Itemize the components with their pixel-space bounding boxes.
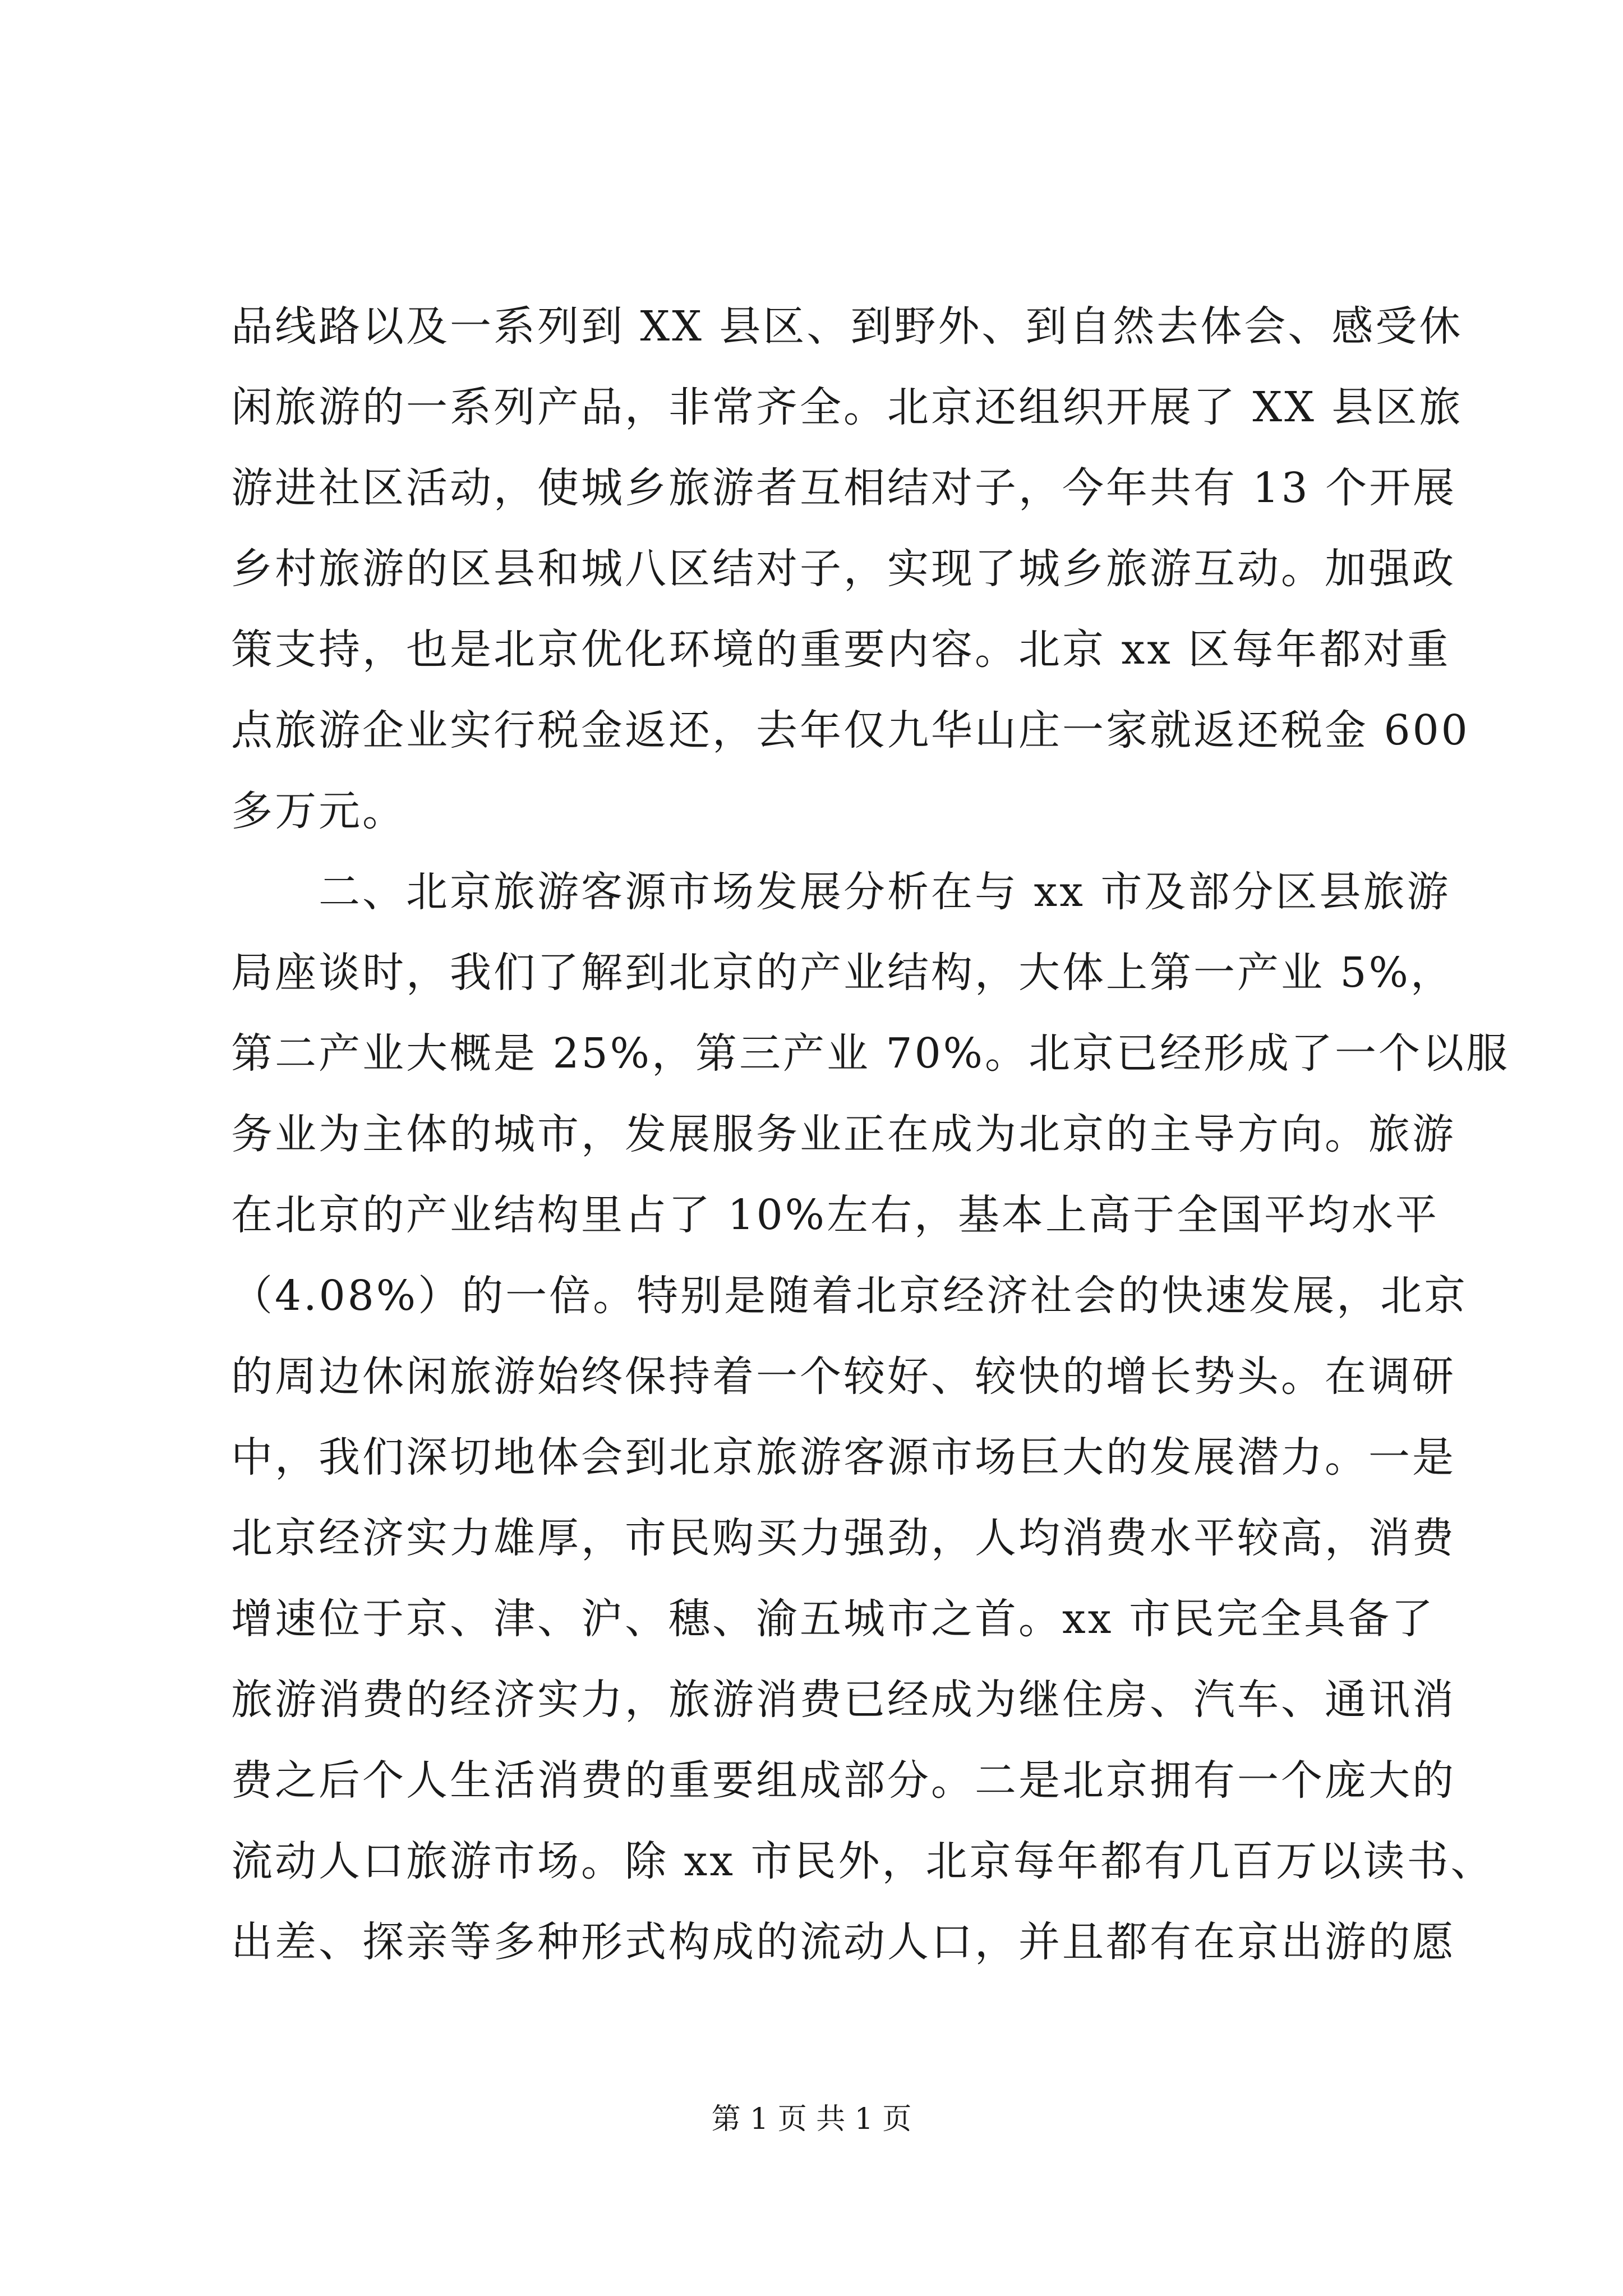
text-line: 闲旅游的一系列产品，非常齐全。北京还组织开展了 XX 县区旅 [231,383,1463,431]
text-line: 乡村旅游的区县和城八区结对子，实现了城乡旅游互动。加强政 [231,545,1456,593]
page-footer: 第 1 页 共 1 页 [711,2102,912,2136]
text-line: 务业为主体的城市，发展服务业正在成为北京的主导方向。旅游 [231,1110,1456,1158]
text-line: 出差、探亲等多种形式构成的流动人口，并且都有在京出游的愿 [231,1918,1456,1966]
text-line: 中，我们深切地体会到北京旅游客源市场巨大的发展潜力。一是 [231,1433,1456,1481]
document-body [231,286,1510,1982]
text-line: 游进社区活动，使城乡旅游者互相结对子，今年共有 13 个开展 [231,464,1457,512]
text-line: 增速位于京、津、沪、穗、渝五城市之首。xx 市民完全具备了 [231,1595,1435,1643]
text-line: 品线路以及一系列到 XX 县区、到野外、到自然去体会、感受休 [231,302,1463,351]
text-line: 费之后个人生活消费的重要组成部分。二是北京拥有一个庞大的 [231,1756,1456,1805]
text-line: 点旅游企业实行税金返还，去年仅九华山庄一家就返还税金 600 [231,706,1470,754]
text-line: 局座谈时，我们了解到北京的产业结构，大体上第一产业 5%， [231,949,1454,997]
text-line: 北京经济实力雄厚，市民购买力强劲，人均消费水平较高，消费 [231,1514,1456,1562]
text-line: 策支持，也是北京优化环境的重要内容。北京 xx 区每年都对重 [231,625,1451,674]
text-line: 二、北京旅游客源市场发展分析在与 xx 市及部分区县旅游 [231,868,1451,916]
text-line: 流动人口旅游市场。除 xx 市民外，北京每年都有几百万以读书、 [231,1837,1495,1885]
text-line: 多万元。 [231,787,406,835]
text-line: 旅游消费的经济实力，旅游消费已经成为继住房、汽车、通讯消 [231,1676,1456,1724]
text-line: 第二产业大概是 25%，第三产业 70%。北京已经形成了一个以服 [231,1029,1510,1078]
text-line: 在北京的产业结构里占了 10%左右，基本上高于全国平均水平 [231,1191,1439,1239]
text-line: （4.08%）的一倍。特别是随着北京经济社会的快速发展，北京 [231,1272,1468,1320]
text-line: 的周边休闲旅游始终保持着一个较好、较快的增长势头。在调研 [231,1352,1456,1401]
